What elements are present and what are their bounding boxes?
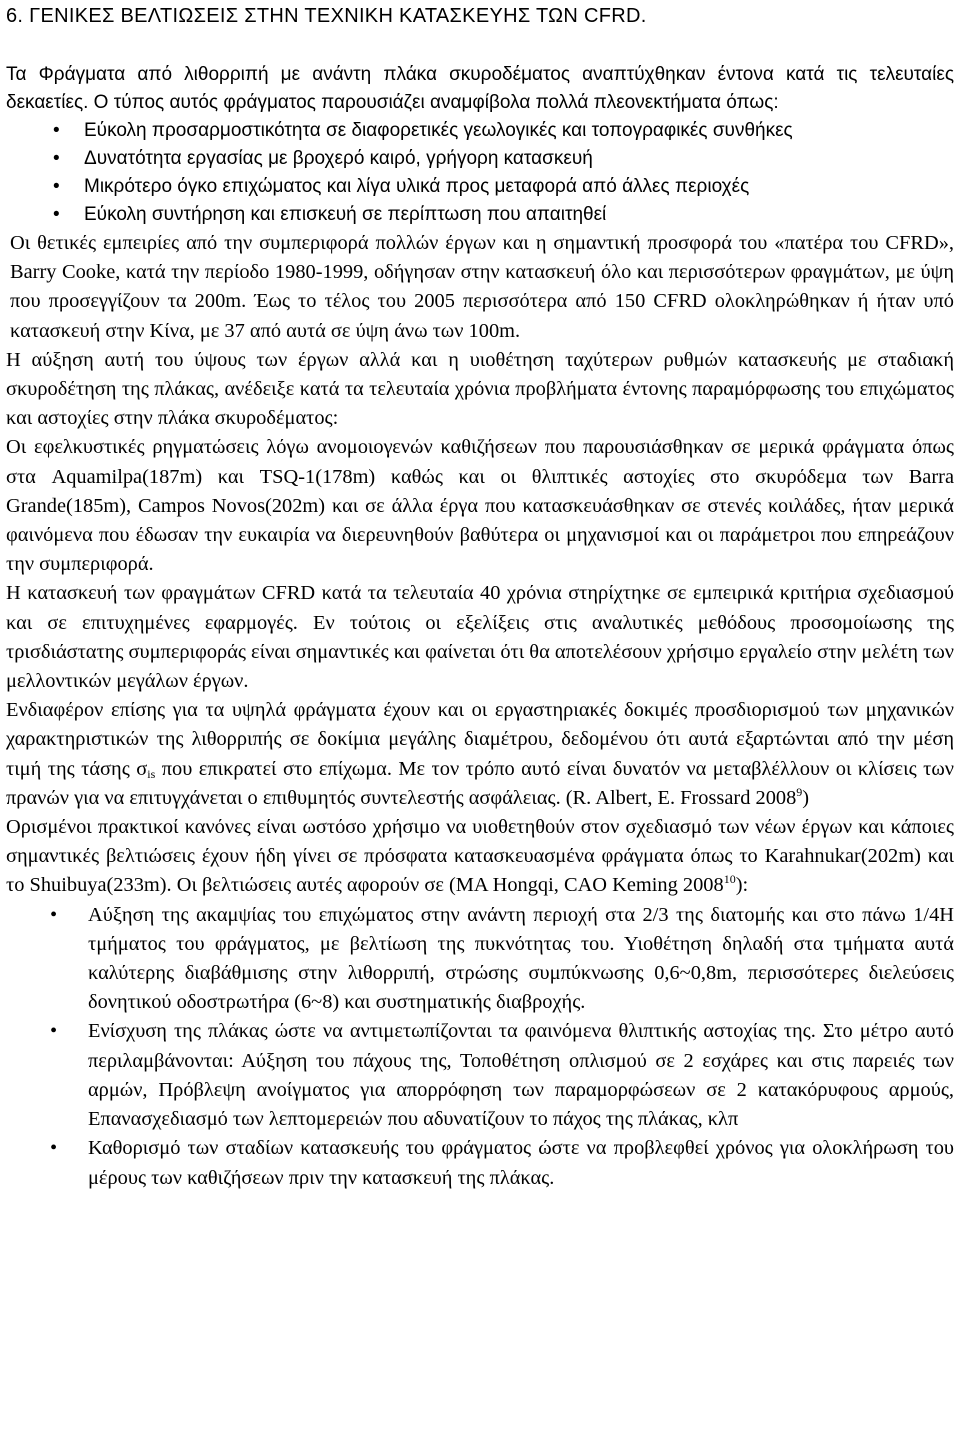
text-run: ): [735, 874, 749, 897]
paragraph-practical-rules [6, 813, 954, 901]
paragraph-experience: Οι θετικές εμπειρίες από την συμπεριφορά πολλών έργων και η σημαντική προσφορά του «πατέρα του CFRD», Barry Cooke, κατά την περίοδο 1980-1999, οδήγησαν στην κατασκευή όλο και περισσότερων φραγμάτων, με ύψη που προσεγγίζουν τα 200m. Έως το τέλος του 2005 περισσότερα από 150 CFRD ολοκληρώθηκαν ή ήταν υπό κατασκευή στην Κίνα, με 37 από αυτά σε ύψη άνω των 100m. [10, 232, 954, 342]
advantages-list [6, 117, 954, 229]
text-run: Ορισμένοι πρακτικοί κανόνες είναι ωστόσο χρήσιμο να υιοθετηθούν στον σχεδιασμό των νέων έργων και κάποιες σημαντικές βελτιώσεις έχουν ήδη γίνει σε πρόσφατα κατασκευασμένα φράγματα όπως το Karahnukar(202m) και το Shuibuya(233m). Οι βελτιώσεις αυτές αφορούν σε (MA Hongqi, CAO Keming 2008 [6, 816, 954, 897]
list-item: • Αύξηση της ακαμψίας του επιχώματος στην ανάντη περιοχή στα 2/3 της διατομής και στο πάνω 1/4H τμήματος του φράγματος, με βελτίωση της πυκνότητας του. Υιοθέτηση δηλαδή στα τμήματα αυτά καλύτερης διαβάθμισης στην λιθορριπή, στρώσης συμπύκνωσης 0,6~0,8m, περισσότερες διελεύσεις δονητικού οδοστρωτήρα (6~8) και συστηματικής διαβροχής. [6, 901, 954, 1018]
list-item: • Μικρότερο όγκο επιχώματος και λίγα υλικά προς μεταφορά από άλλες περιοχές [6, 173, 954, 201]
paragraph-failures: Οι εφελκυστικές ρηγματώσεις λόγω ανομοιογενών καθιζήσεων που παρουσιάσθηκαν σε μερικά φράγματα όπως στα Aquamilpa(187m) και TSQ-1(178m) καθώς και οι θλιπτικές αστοχίες στο σκυρόδεμα των Barra Grande(185m), Campos Novos(202m) και σε άλλα έργα που κατασκευάσθηκαν σε στενές κοιλάδες, ήταν μερικά φαινόμενα που έδωσαν την ευκαιρία να διερευνηθούν βαθύτερα οι μηχανισμοί και οι παράμετροι που επηρεάζουν την συμπεριφορά. [6, 436, 954, 576]
text-run: Ενδιαφέρον επίσης για τα υψηλά φράγματα έχουν και οι εργαστηριακές δοκιμές προσδιορισμού των μηχανικών χαρακτηριστικών της λιθορριπής σε δοκίμια μεγάλης διαμέτρου, δεδομένου ότι αυτά εξαρτώνται από την μέση τιμή της τάσης σ [6, 699, 954, 780]
paragraph-height-increase: Η αύξηση αυτή του ύψους των έργων αλλά και η υιοθέτηση ταχύτερων ρυθμών κατασκευής με σταδιακή σκυροδέτηση της πλάκας, ανέδειξε κατά τα τελευταία χρόνια προβλήματα έντονης παραμόρφωσης του επιχώματος και αστοχίες στην πλάκα σκυροδέματος: [6, 348, 954, 430]
subscript: is [147, 766, 156, 781]
list-item: • Καθορισμό των σταδίων κατασκευής του φράγματος ώστε να προβλεφθεί χρόνος για ολοκλήρωση του μέρους των καθιζήσεων πριν την κατασκευή της πλάκας. [6, 1134, 954, 1192]
paragraph-design-criteria: Η κατασκευή των φραγμάτων CFRD κατά τα τελευταία 40 χρόνια στηρίχτηκε σε εμπειρικά κριτήρια σχεδιασμού και σε επιτυχημένες εφαρμογές. Εν τούτοις οι εξελίξεις στις αναλυτικές μεθόδους προσομοίωσης της τρισδιάστατης συμπεριφοράς είναι σημαντικές και φαίνεται ότι θα αποτελέσουν χρήσιμο εργαλείο στην μελέτη των μελλοντικών μεγάλων έργων. [6, 582, 954, 693]
list-item: • Ενίσχυση της πλάκας ώστε να αντιμετωπίζονται τα φαινόμενα θλιπτικής αστοχίας της. Στο μέτρο αυτό περιλαμβάνονται: Αύξηση του πάχους της, Τοποθέτηση οπλισμού σε 2 εσχάρες και στις παρειές των αρμών, Πρόβλεψη ανοίγματος για απορρόφηση των παραμορφώσεων σε 2 κατακόρυφους αρμούς, Επανασχεδιασμό των λεπτομερειών που αδυνατίζουν το πάχος της πλάκας, κλπ [6, 1017, 954, 1134]
improvements-list [6, 901, 954, 1193]
text-run: που επικρατεί στο επίχωμα. Με τον τρόπο αυτό είναι δυνατόν να μεταβλέλλουν οι κλίσεις των πρανών για να επιτυγχάνεται ο επιθυμητός συντελεστής ασφάλειας. (R. Albert, E. Frossard 2008 [6, 757, 954, 809]
document-page [6, 0, 954, 1193]
reference-superscript: 10 [723, 872, 736, 887]
list-item: • Εύκολη προσαρμοστικότητα σε διαφορετικές γεωλογικές και τοπογραφικές συνθήκες [6, 117, 954, 145]
intro-paragraph: Τα Φράγματα από λιθορριπή με ανάντη πλάκα σκυροδέματος αναπτύχθηκαν έντονα κατά τις τελευταίες δεκαετίες. Ο τύπος αυτός φράγματος παρουσιάζει αναμφίβολα πολλά πλεονεκτήματα όπως: [6, 64, 954, 113]
list-item: • Δυνατότητα εργασίας με βροχερό καιρό, γρήγορη κατασκευή [6, 145, 954, 173]
text-run: ) [802, 786, 810, 809]
reference-superscript: 9 [796, 784, 803, 799]
list-item: • Εύκολη συντήρηση και επισκευή σε περίπτωση που απαιτηθεί [6, 201, 954, 229]
paragraph-lab-tests [6, 696, 954, 813]
section-heading: 6. ΓΕΝΙΚΕΣ ΒΕΛΤΙΩΣΕΙΣ ΣΤΗΝ ΤΕΧΝΙΚΗ ΚΑΤΑΣΚΕΥΗΣ ΤΩΝ CFRD. [6, 5, 647, 27]
